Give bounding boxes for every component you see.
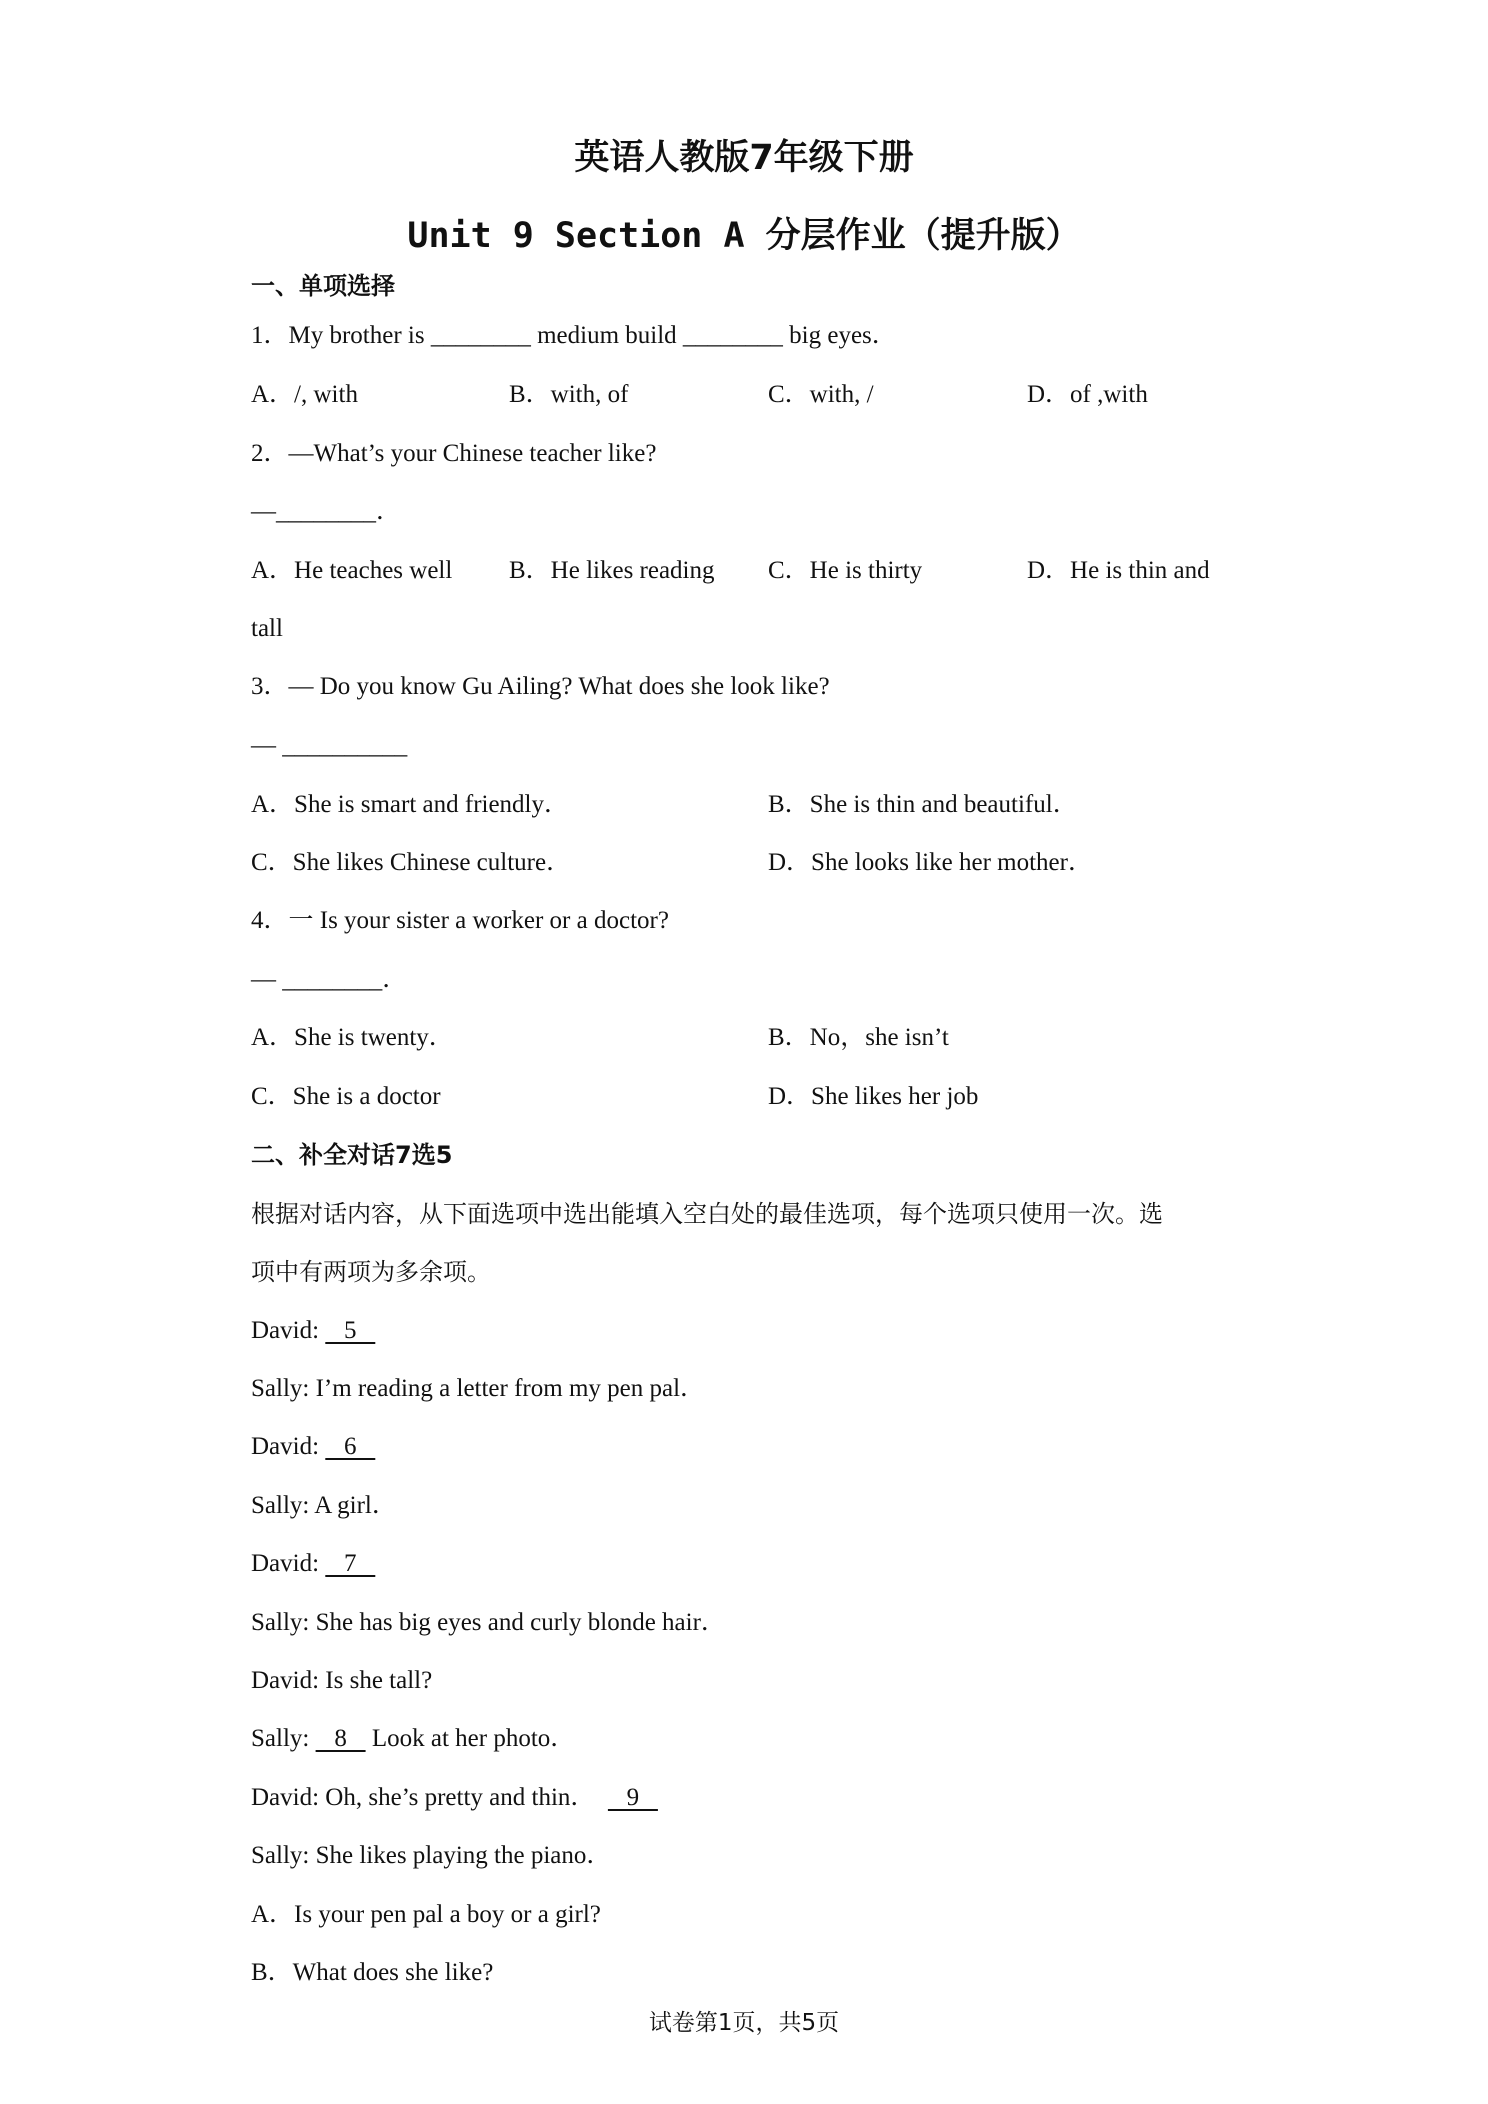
q2-option-d: D．He is thin and bbox=[1027, 557, 1210, 584]
q4-option-b: B．No，she isn’t bbox=[768, 1024, 949, 1051]
q3-option-b: B．She is thin and beautiful． bbox=[768, 791, 1078, 818]
blank-5: 5 bbox=[325, 1317, 376, 1344]
dialogue-line-1 bbox=[251, 1316, 375, 1346]
section2-instruction-line2: 项中有两项为多余项。 bbox=[251, 1258, 491, 1286]
dialogue-line-5 bbox=[251, 1549, 375, 1579]
document-title: 英语人教版7年级下册 bbox=[574, 138, 914, 178]
q1-option-b: B．with, of bbox=[509, 381, 629, 408]
section1-heading: 一、单项选择 bbox=[251, 272, 395, 300]
q2-option-b: B．He likes reading bbox=[509, 557, 715, 584]
dialogue-line-9-text: David: Oh, she’s pretty and thin． bbox=[251, 1784, 608, 1811]
q4-option-c: C．She is a doctor bbox=[251, 1083, 441, 1110]
q3-option-a: A．She is smart and friendly． bbox=[251, 791, 570, 818]
dialogue-line-8-rest: Look at her photo． bbox=[365, 1725, 576, 1752]
q1-option-a: A．/, with bbox=[251, 381, 358, 408]
speaker-sally: Sally: bbox=[251, 1725, 316, 1752]
q4-option-a: A．She is twenty． bbox=[251, 1024, 454, 1051]
subtitle-chinese: 分层作业（提升版） bbox=[765, 216, 1081, 256]
dialogue-line-7: David: Is she tall? bbox=[251, 1667, 433, 1694]
page-footer: 试卷第1页，共5页 bbox=[648, 2010, 840, 2036]
dialogue-line-3 bbox=[251, 1432, 375, 1462]
q4-answer-line: — ________． bbox=[251, 966, 408, 993]
q2-option-a: A．He teaches well bbox=[251, 557, 453, 584]
dialogue-line-6: Sally: She has big eyes and curly blonde hair． bbox=[251, 1609, 726, 1636]
option-a: A．Is your pen pal a boy or a girl? bbox=[251, 1901, 601, 1928]
q2-answer-line: —________． bbox=[251, 498, 402, 525]
q3-option-c: C．She likes Chinese culture． bbox=[251, 849, 572, 876]
speaker-david: David: bbox=[251, 1317, 326, 1344]
blank-6: 6 bbox=[325, 1433, 376, 1460]
dialogue-line-8 bbox=[251, 1724, 575, 1754]
subtitle-english: Unit 9 Section A bbox=[407, 216, 766, 256]
dialogue-line-10: Sally: She likes playing the piano． bbox=[251, 1842, 612, 1869]
q1-stem: 1．My brother is ________ medium build ________ big eyes． bbox=[251, 322, 897, 349]
q4-option-d: D．She likes her job bbox=[768, 1083, 979, 1110]
section2-heading: 二、补全对话7选5 bbox=[251, 1141, 453, 1169]
q2-stem: 2．—What’s your Chinese teacher like? bbox=[251, 440, 657, 467]
q3-stem: 3．— Do you know Gu Ailing? What does she look like? bbox=[251, 673, 830, 700]
q3-answer-line: — __________ bbox=[251, 732, 408, 759]
q3-option-d: D．She looks like her mother． bbox=[768, 849, 1093, 876]
q1-option-d: D．of ,with bbox=[1027, 381, 1148, 408]
document-subtitle bbox=[0, 208, 1488, 258]
dialogue-line-2: Sally: I’m reading a letter from my pen pal． bbox=[251, 1375, 706, 1402]
blank-8: 8 bbox=[315, 1725, 366, 1752]
blank-9: 9 bbox=[607, 1784, 658, 1811]
speaker-david: David: bbox=[251, 1433, 326, 1460]
speaker-david: David: bbox=[251, 1550, 326, 1577]
q2-option-d-continued: tall bbox=[251, 615, 283, 642]
section2-instruction-line1: 根据对话内容，从下面选项中选出能填入空白处的最佳选项，每个选项只使用一次。选 bbox=[251, 1200, 1163, 1228]
dialogue-line-9 bbox=[251, 1783, 658, 1813]
dialogue-line-4: Sally: A girl． bbox=[251, 1492, 397, 1519]
blank-7: 7 bbox=[325, 1550, 376, 1577]
q2-option-c: C．He is thirty bbox=[768, 557, 923, 584]
q1-option-c: C．with, / bbox=[768, 381, 874, 408]
q4-stem: 4．一 Is your sister a worker or a doctor? bbox=[251, 907, 669, 934]
option-b: B．What does she like? bbox=[251, 1959, 494, 1986]
